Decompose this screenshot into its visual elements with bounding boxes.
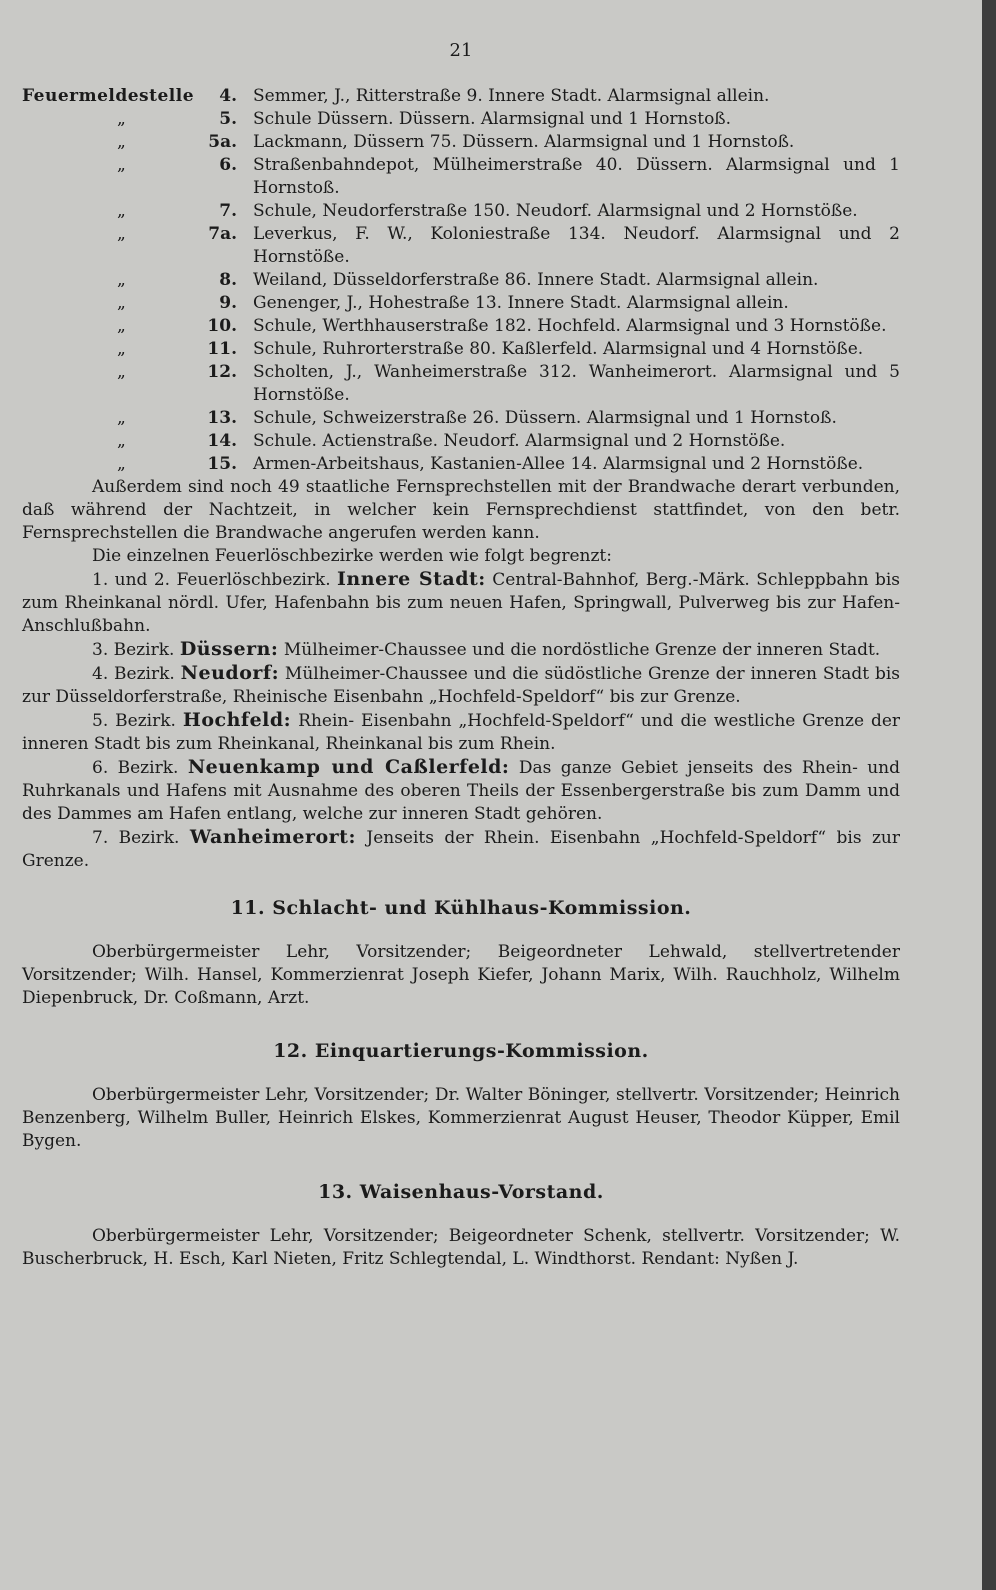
telephone-paragraph: Außerdem sind noch 49 staatliche Fernsprechstellen mit der Brandwache derart verbunden, daß während der Nachtzeit, in welcher kein Fernsprechdienst stattfindet, von den betr. Fernsprechstellen die Brandwache angerufen werden kann. <box>22 477 900 543</box>
entry-number: 15. <box>207 454 237 474</box>
district-name: Wanheimerort: <box>189 826 356 848</box>
entry-number: 9. <box>219 293 237 313</box>
entry-text: Schule, Schweizerstraße 26. Düssern. Alarmsignal und 1 Hornstoß. <box>253 408 837 428</box>
ditto-mark: „ <box>117 362 126 382</box>
list-item <box>22 200 900 223</box>
section-members: Oberbürgermeister Lehr, Vorsitzender; Beigeordneter Schenk, stellvertr. Vorsitzender; W. Buscherbruck, H. Esch, Karl Nieten, Fritz Schlegtendal, L. Windthorst. Rendant: Nyßen J. <box>22 1226 900 1269</box>
section-heading: 12. Einquartierungs-Kommission. <box>273 1040 649 1062</box>
list-item <box>22 292 900 315</box>
entry-text: Schule, Werthhauserstraße 182. Hochfeld. Alarmsignal und 3 Hornstöße. <box>253 316 887 336</box>
ditto-mark: „ <box>117 132 126 152</box>
ditto-mark: „ <box>117 109 126 129</box>
section-heading: 13. Waisenhaus-Vorstand. <box>318 1181 604 1203</box>
fire-station-list <box>22 85 900 476</box>
list-item <box>22 338 900 361</box>
entry-number: 4. <box>219 86 237 106</box>
entry-number: 13. <box>207 408 237 428</box>
page-edge-shadow <box>982 0 996 1590</box>
list-item <box>22 407 900 430</box>
entry-number: 10. <box>207 316 237 336</box>
entry-text: Schule, Ruhrorterstraße 80. Kaßlerfeld. Alarmsignal und 4 Hornstöße. <box>253 339 864 359</box>
list-item <box>22 315 900 338</box>
district-prefix: 5. Bezirk. <box>92 711 176 731</box>
entry-number: 14. <box>207 431 237 451</box>
entry-number: 7a. <box>208 224 237 244</box>
district-name: Neudorf: <box>180 662 280 684</box>
ditto-mark: „ <box>117 339 126 359</box>
entry-number: 5. <box>219 109 237 129</box>
list-item <box>22 269 900 292</box>
ditto-mark: „ <box>117 293 126 313</box>
district-prefix: 7. Bezirk. <box>92 828 180 848</box>
district-prefix: 6. Bezirk. <box>92 758 179 778</box>
ditto-mark: „ <box>117 408 126 428</box>
list-item <box>22 85 900 108</box>
district-paragraph <box>22 756 900 826</box>
ditto-mark: „ <box>117 431 126 451</box>
entry-text: Weiland, Düsseldorferstraße 86. Innere Stadt. Alarmsignal allein. <box>253 270 819 290</box>
district-prefix: 3. Bezirk. <box>92 640 175 660</box>
entry-number: 8. <box>219 270 237 290</box>
list-item <box>22 453 900 476</box>
list-item <box>22 361 900 407</box>
entry-lead-label: Feuermeldestelle <box>22 86 195 106</box>
entry-text: Genenger, J., Hohestraße 13. Innere Stadt. Alarmsignal allein. <box>253 293 789 313</box>
entry-text: Schule Düssern. Düssern. Alarmsignal und 1 Hornstoß. <box>253 109 732 129</box>
district-paragraph <box>22 709 900 756</box>
district-prefix: 1. und 2. Feuerlöschbezirk. <box>92 570 331 590</box>
list-item <box>22 108 900 131</box>
district-name: Neuenkamp und Caßlerfeld: <box>187 756 510 778</box>
entry-text: Straßenbahndepot, Mülheimerstraße 40. Düssern. Alarmsignal und 1 Hornstoß. <box>253 155 900 198</box>
entry-text: Scholten, J., Wanheimerstraße 312. Wanheimerort. Alarmsignal und 5 Hornstöße. <box>253 362 900 405</box>
section-members: Oberbürgermeister Lehr, Vorsitzender; Dr. Walter Böninger, stellvertr. Vorsitzender; Heinrich Benzenberg, Wilhelm Buller, Heinrich Elskes, Kommerzienrat August Heuser, Theodor Küpper, Emil Bygen. <box>22 1085 900 1151</box>
district-text: Mülheimer-Chaussee und die südöstliche Grenze der inneren Stadt bis zur Düsseldorferstraße, Rheinische Eisenbahn „Hochfeld-Speldorf“ bis zur Grenze. <box>22 664 901 707</box>
district-paragraph <box>22 662 900 709</box>
ditto-mark: „ <box>117 224 126 244</box>
ditto-mark: „ <box>117 201 126 221</box>
district-name: Hochfeld: <box>182 709 292 731</box>
ditto-mark: „ <box>117 270 126 290</box>
section-members: Oberbürgermeister Lehr, Vorsitzender; Beigeordneter Lehwald, stellvertretender Vorsitzender; Wilh. Hansel, Kommerzienrat Joseph Kiefer, Johann Marix, Wilh. Rauchholz, Wilhelm Diepenbruck, Dr. Coßmann, Arzt. <box>22 942 900 1008</box>
list-item <box>22 430 900 453</box>
district-paragraph <box>22 568 900 638</box>
ditto-mark: „ <box>117 155 126 175</box>
district-text: Jenseits der Rhein. Eisenbahn „Hochfeld-Speldorf“ bis zur Grenze. <box>22 828 901 871</box>
ditto-mark: „ <box>117 454 126 474</box>
page-number: 21 <box>449 40 473 61</box>
list-item <box>22 223 900 269</box>
entry-text: Schule. Actienstraße. Neudorf. Alarmsignal und 2 Hornstöße. <box>253 431 786 451</box>
entry-text: Armen-Arbeitshaus, Kastanien-Allee 14. Alarmsignal und 2 Hornstöße. <box>253 454 864 474</box>
entry-text: Semmer, J., Ritterstraße 9. Innere Stadt. Alarmsignal allein. <box>253 86 770 106</box>
district-text: Mülheimer-Chaussee und die nordöstliche Grenze der inneren Stadt. <box>283 640 881 660</box>
list-item <box>22 131 900 154</box>
entry-number: 7. <box>219 201 237 221</box>
district-prefix: 4. Bezirk. <box>92 664 175 684</box>
district-name: Düssern: <box>179 638 279 660</box>
ditto-mark: „ <box>117 316 126 336</box>
entry-number: 12. <box>207 362 237 382</box>
entry-number: 6. <box>219 155 237 175</box>
district-name: Innere Stadt: <box>337 568 486 590</box>
district-paragraph <box>22 638 900 662</box>
section-heading: 11. Schlacht- und Kühlhaus-Kommission. <box>230 897 692 919</box>
entry-text: Schule, Neudorferstraße 150. Neudorf. Alarmsignal und 2 Hornstöße. <box>253 201 858 221</box>
entry-text: Lackmann, Düssern 75. Düssern. Alarmsignal und 1 Hornstoß. <box>253 132 795 152</box>
list-item <box>22 154 900 200</box>
district-paragraph <box>22 826 900 873</box>
district-text: Central-Bahnhof, Berg.-Märk. Schleppbahn bis zum Rheinkanal nördl. Ufer, Hafenbahn bis zum neuen Hafen, Springwall, Pulverweg bis zur Hafen-Anschlußbahn. <box>22 570 901 636</box>
district-text: Rhein- Eisenbahn „Hochfeld-Speldorf“ und die westliche Grenze der inneren Stadt bis zum Rheinkanal, Rheinkanal bis zum Rhein. <box>22 711 901 754</box>
entry-number: 5a. <box>208 132 237 152</box>
district-text: Das ganze Gebiet jenseits des Rhein- und Ruhrkanals und Hafens mit Ausnahme des oberen Theils der Essenbergerstraße bis zum Damm und des Dammes am Hafen entlang, welche zur inneren Stadt gehören. <box>22 758 901 824</box>
entry-text: Leverkus, F. W., Koloniestraße 134. Neudorf. Alarmsignal und 2 Hornstöße. <box>253 224 900 267</box>
districts-intro: Die einzelnen Feuerlöschbezirke werden wie folgt begrenzt: <box>92 546 612 566</box>
entry-number: 11. <box>207 339 237 359</box>
